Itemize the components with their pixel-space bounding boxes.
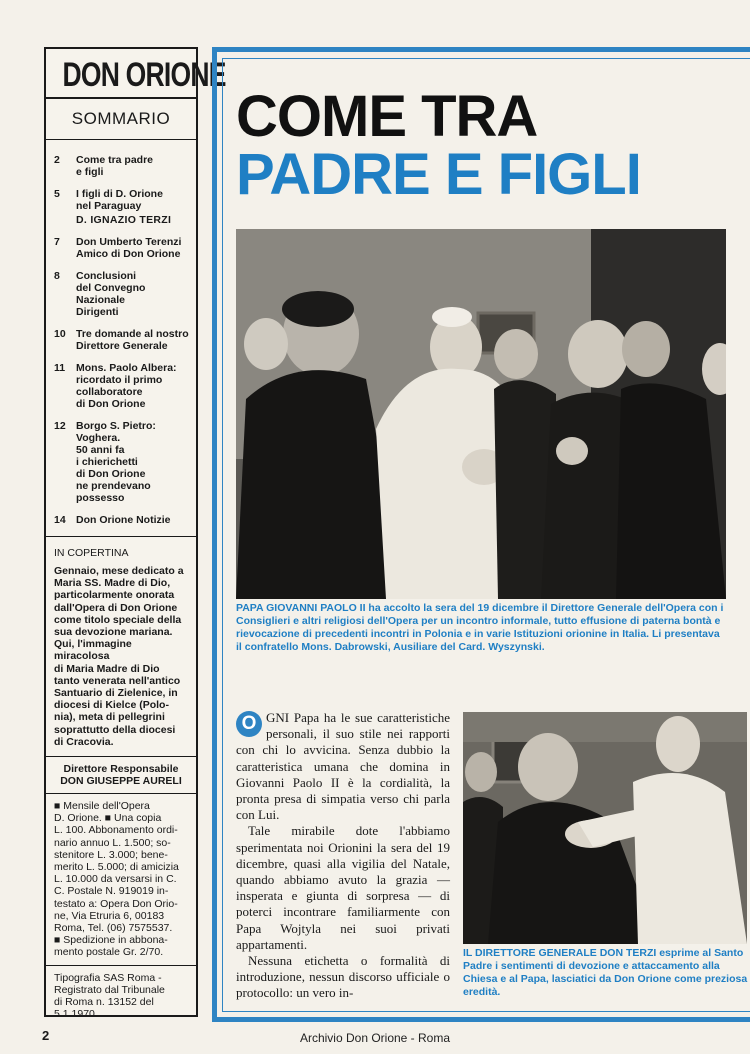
divider (46, 139, 196, 140)
divider (46, 756, 196, 757)
toc-item[interactable] (54, 362, 190, 410)
masthead: DON ORIONE (62, 56, 226, 94)
cover-heading: IN COPERTINA (54, 547, 129, 559)
toc-item[interactable] (54, 420, 190, 504)
toc-page-number: 5 (54, 188, 60, 200)
toc-page-number: 8 (54, 270, 60, 282)
sidebar-contents-box (44, 47, 226, 1021)
toc-item[interactable] (54, 514, 190, 526)
toc-page-number: 12 (54, 420, 66, 432)
toc-page-number: 7 (54, 236, 60, 248)
toc-item[interactable] (54, 188, 190, 226)
toc-author: D. IGNAZIO TERZI (76, 214, 172, 226)
toc-title: Conclusioni del Convegno Nazionale Dirigenti (76, 270, 146, 318)
toc-page-number: 10 (54, 328, 66, 340)
photo-pope-meeting (236, 229, 726, 599)
subscription-info: ■ Mensile dell'Opera D. Orione. ■ Una copia L. 100. Abbonamento ordi- nario annuo L. 1.500; so- stenitore L. 3.000; bene- merito L. 5.000; di amicizia L. 10.000 da versarsi in C. C. Postale N. 919019 in- testato a: Opera Don Orio- ne, Via Etruria 6, 00183 Roma, Tel. (06) 7575537. ■ Spedizione in abbona- mento postale Gr. 2/70. (54, 800, 179, 959)
photo-pope-meeting-illustration (236, 229, 726, 599)
toc-title: I figli di D. Orione nel Paraguay (76, 188, 163, 212)
director-label: Direttore Responsabile (63, 763, 179, 776)
divider (46, 97, 196, 99)
director-name: DON GIUSEPPE AURELI (60, 775, 182, 788)
toc-title: Mons. Paolo Albera: ricordato il primo collaboratore di Don Orione (76, 362, 177, 410)
headline-line-2: PADRE E FIGLI (236, 142, 641, 207)
toc-title: Don Orione Notizie (76, 514, 171, 526)
toc-title: Tre domande al nostro Direttore Generale (76, 328, 189, 352)
paragraph: Nessuna etichetta o formalità di introduzione, nessun discorso ufficiale o protocollo: un vero in- (236, 953, 450, 1001)
table-of-contents (46, 154, 196, 526)
photo-director-with-pope (463, 712, 747, 944)
divider (46, 965, 196, 966)
toc-title: Don Umberto Terenzi Amico di Don Orione (76, 236, 182, 260)
toc-item[interactable] (54, 154, 190, 178)
sommario-heading: SOMMARIO (71, 109, 171, 128)
toc-page-number: 11 (54, 362, 66, 374)
toc-title: Borgo S. Pietro: Voghera. 50 anni fa i chierichetti di Don Orione ne prendevano possesso (76, 420, 156, 504)
printer-info: Tipografia SAS Roma - Registrato dal Tribunale di Roma n. 13152 del 5.1.1970. (54, 971, 165, 1021)
article-body (236, 710, 450, 1002)
photo-caption-1: PAPA GIOVANNI PAOLO II ha accolto la sera del 19 dicembre il Direttore Generale dell'Opera con i Consiglieri e altri religiosi dell'Opera per un incontro informale, tutto effusione di paterna bontà e rievocazione di precedenti incontri in Polonia e in varie Istituzioni orionine in Italia. Li presentava il confratello Mons. Dabrowski, Ausiliare del Card. Wyszynski. (236, 602, 724, 653)
paragraph: Tale mirabile dote l'abbiamo sperimentata noi Orionini la sera del 19 dicembre, quasi alla vigilia del Natale, quando abbiamo avuto la grazia — insperata e giunta di sorpresa — di poterci incontrare familiarmente con Papa Wojtyla nei suoi privati appartamenti. (236, 823, 450, 952)
toc-item[interactable] (54, 328, 190, 352)
cover-description: Gennaio, mese dedicato a Maria SS. Madre di Dio, particolarmente onorata dall'Opera di Don Orione come titolo speciale della sua devozione mariana. Qui, l'immagine miracolosa di Maria Madre di Dio tanto venerata nell'antico Santuario di Zielenice, in diocesi di Kielce (Polo- nia), meta di pellegrini soprattutto della diocesi di Cracovia. (54, 565, 184, 748)
divider (46, 536, 196, 537)
divider (46, 793, 196, 794)
toc-title: Come tra padre e figli (76, 154, 154, 178)
toc-page-number: 14 (54, 514, 66, 526)
photo-caption-2: IL DIRETTORE GENERALE DON TERZI esprime al Santo Padre i sentimenti di devozione e attaccamento alla Chiesa e al Papa, lasciatici da Don Orione come preziosa eredità. (463, 947, 748, 998)
toc-page-number: 2 (54, 154, 60, 166)
drop-cap: O (236, 711, 262, 737)
archive-credit: Archivio Don Orione - Roma (299, 1031, 451, 1045)
toc-item[interactable] (54, 270, 190, 318)
toc-item[interactable] (54, 236, 190, 260)
page-number: 2 (42, 1028, 50, 1043)
photo-director-illustration (463, 712, 747, 944)
director-block (50, 763, 192, 787)
paragraph-text: GNI Papa ha le sue caratteristiche personali, il suo stile nei rapporti con chi lo avvicina. Senza dubbio la caratteristica umana che domina in Giovanni Paolo II è la cordialità, la pronta presa di simpatia verso chi parla con Lui. (236, 710, 450, 823)
headline-line-1: COME TRA (236, 84, 538, 149)
paragraph (236, 710, 450, 823)
